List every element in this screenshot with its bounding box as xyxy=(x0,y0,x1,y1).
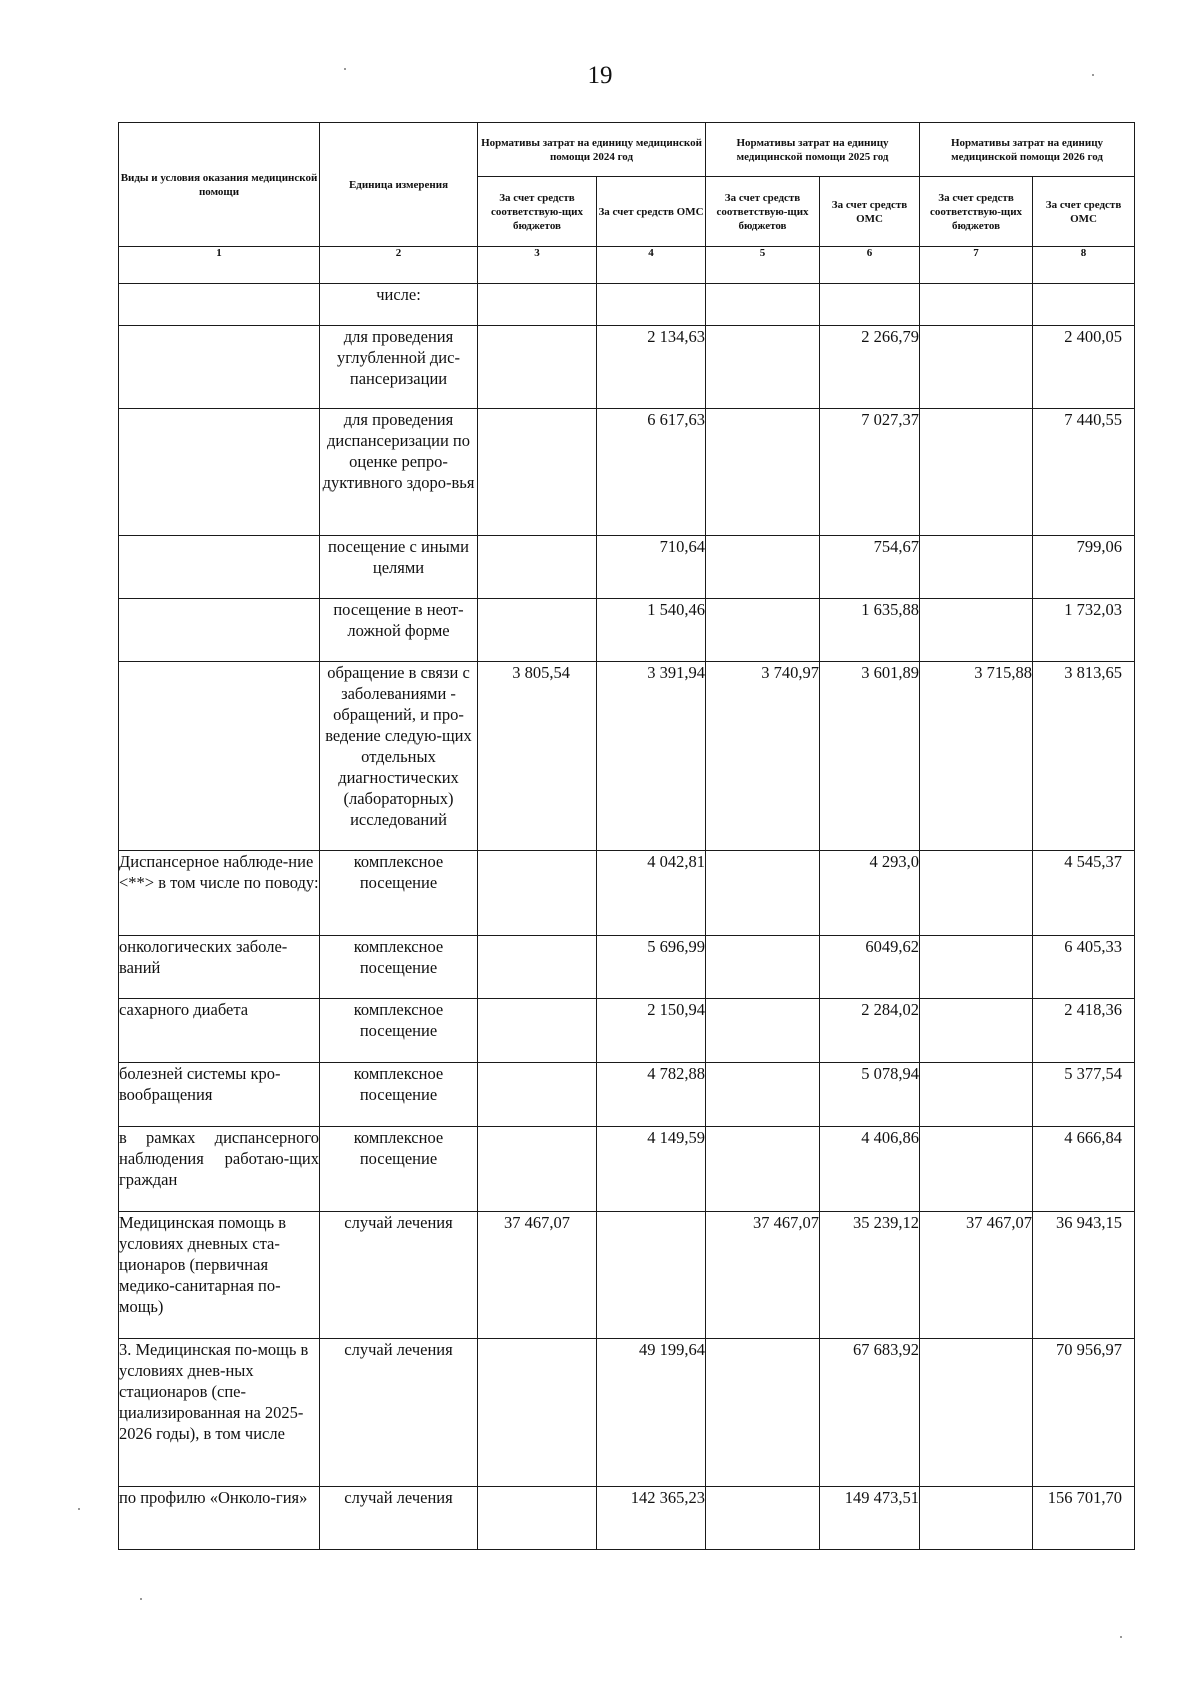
table-row xyxy=(119,1127,1135,1212)
header-oms-2025: За счет средств ОМС xyxy=(820,177,920,247)
oms-2026-cell: 4 666,84 xyxy=(1033,1127,1135,1212)
oms-2025-cell: 3 601,89 xyxy=(820,662,920,851)
oms-2026-cell: 6 405,33 xyxy=(1033,936,1135,999)
unit-cell: случай лечения xyxy=(320,1487,478,1550)
column-number: 6 xyxy=(820,247,920,284)
care-type-cell: болезней системы кро-вообращения xyxy=(119,1063,320,1127)
budget-2026-cell xyxy=(920,936,1033,999)
budget-2024-cell xyxy=(478,284,597,326)
unit-cell: случай лечения xyxy=(320,1339,478,1487)
header-budget-2024: За счет средств соответствую-щих бюджетов xyxy=(478,177,597,247)
oms-2026-cell: 1 732,03 xyxy=(1033,599,1135,662)
budget-2024-cell xyxy=(478,326,597,409)
budget-2025-cell xyxy=(706,599,820,662)
oms-2024-cell xyxy=(597,284,706,326)
budget-2024-cell xyxy=(478,1487,597,1550)
budget-2026-cell xyxy=(920,536,1033,599)
header-budget-2025: За счет средств соответствую-щих бюджетов xyxy=(706,177,820,247)
care-type-cell xyxy=(119,326,320,409)
table-row xyxy=(119,662,1135,851)
column-number-row xyxy=(119,247,1135,284)
budget-2025-cell xyxy=(706,1339,820,1487)
unit-cell: обращение в связи с заболеваниями - обращений, и про-ведение следую-щих отдельных диагностических (лабораторных) исследований xyxy=(320,662,478,851)
budget-2024-cell: 3 805,54 xyxy=(478,662,597,851)
column-number: 7 xyxy=(920,247,1033,284)
oms-2024-cell: 710,64 xyxy=(597,536,706,599)
oms-2024-cell xyxy=(597,1212,706,1339)
unit-cell: для проведения диспансеризации по оценке репро-дуктивного здоро-вья xyxy=(320,409,478,536)
care-type-cell xyxy=(119,409,320,536)
table-row xyxy=(119,284,1135,326)
care-type-cell: 3. Медицинская по-мощь в условиях днев-ных стационаров (спе-циализированная на 2025-2026 годы), в том числе xyxy=(119,1339,320,1487)
table-row xyxy=(119,599,1135,662)
budget-2025-cell xyxy=(706,326,820,409)
budget-2026-cell xyxy=(920,1063,1033,1127)
scan-speck xyxy=(140,1598,142,1600)
scan-speck xyxy=(78,1508,80,1510)
budget-2026-cell xyxy=(920,284,1033,326)
oms-2025-cell: 5 078,94 xyxy=(820,1063,920,1127)
header-budget-2026: За счет средств соответствую-щих бюджетов xyxy=(920,177,1033,247)
oms-2024-cell: 5 696,99 xyxy=(597,936,706,999)
budget-2024-cell xyxy=(478,999,597,1063)
cost-norms-table xyxy=(118,122,1135,1550)
oms-2024-cell: 6 617,63 xyxy=(597,409,706,536)
column-number: 8 xyxy=(1033,247,1135,284)
budget-2025-cell xyxy=(706,409,820,536)
unit-cell: комплексное посещение xyxy=(320,851,478,936)
header-group-2024: Нормативы затрат на единицу медицинской помощи 2024 год xyxy=(478,123,706,177)
unit-cell: посещение с иными целями xyxy=(320,536,478,599)
budget-2026-cell xyxy=(920,999,1033,1063)
header-row-groups xyxy=(119,123,1135,177)
oms-2025-cell: 4 293,0 xyxy=(820,851,920,936)
budget-2024-cell xyxy=(478,936,597,999)
budget-2025-cell xyxy=(706,1127,820,1212)
budget-2026-cell xyxy=(920,409,1033,536)
header-group-2026: Нормативы затрат на единицу медицинской помощи 2026 год xyxy=(920,123,1135,177)
oms-2024-cell: 2 134,63 xyxy=(597,326,706,409)
care-type-cell: сахарного диабета xyxy=(119,999,320,1063)
oms-2024-cell: 49 199,64 xyxy=(597,1339,706,1487)
care-type-cell: Медицинская помощь в условиях дневных ста-ционаров (первичная медико-санитарная по-мощь) xyxy=(119,1212,320,1339)
oms-2024-cell: 142 365,23 xyxy=(597,1487,706,1550)
header-care-type: Виды и условия оказания медицинской помощи xyxy=(119,123,320,247)
table-row xyxy=(119,851,1135,936)
budget-2025-cell: 37 467,07 xyxy=(706,1212,820,1339)
unit-cell: комплексное посещение xyxy=(320,936,478,999)
unit-cell: числе: xyxy=(320,284,478,326)
care-type-cell: онкологических заболе-ваний xyxy=(119,936,320,999)
budget-2025-cell xyxy=(706,536,820,599)
column-number: 3 xyxy=(478,247,597,284)
oms-2025-cell: 67 683,92 xyxy=(820,1339,920,1487)
header-group-2025: Нормативы затрат на единицу медицинской помощи 2025 год xyxy=(706,123,920,177)
header-oms-2024: За счет средств ОМС xyxy=(597,177,706,247)
oms-2025-cell: 149 473,51 xyxy=(820,1487,920,1550)
care-type-cell: по профилю «Онколо-гия» xyxy=(119,1487,320,1550)
table-row xyxy=(119,326,1135,409)
budget-2025-cell xyxy=(706,1487,820,1550)
table-row xyxy=(119,1339,1135,1487)
budget-2026-cell xyxy=(920,1339,1033,1487)
oms-2026-cell: 4 545,37 xyxy=(1033,851,1135,936)
oms-2026-cell: 36 943,15 xyxy=(1033,1212,1135,1339)
oms-2024-cell: 2 150,94 xyxy=(597,999,706,1063)
budget-2025-cell: 3 740,97 xyxy=(706,662,820,851)
budget-2024-cell xyxy=(478,1339,597,1487)
care-type-cell xyxy=(119,284,320,326)
oms-2026-cell: 7 440,55 xyxy=(1033,409,1135,536)
oms-2024-cell: 4 149,59 xyxy=(597,1127,706,1212)
oms-2024-cell: 4 782,88 xyxy=(597,1063,706,1127)
care-type-cell xyxy=(119,662,320,851)
column-number: 5 xyxy=(706,247,820,284)
oms-2025-cell: 2 284,02 xyxy=(820,999,920,1063)
table-row xyxy=(119,536,1135,599)
budget-2024-cell: 37 467,07 xyxy=(478,1212,597,1339)
header-oms-2026: За счет средств ОМС xyxy=(1033,177,1135,247)
budget-2024-cell xyxy=(478,409,597,536)
table-row xyxy=(119,1487,1135,1550)
oms-2026-cell xyxy=(1033,284,1135,326)
oms-2026-cell: 2 400,05 xyxy=(1033,326,1135,409)
unit-cell: случай лечения xyxy=(320,1212,478,1339)
budget-2026-cell xyxy=(920,326,1033,409)
table-row xyxy=(119,936,1135,999)
unit-cell: комплексное посещение xyxy=(320,1063,478,1127)
oms-2024-cell: 1 540,46 xyxy=(597,599,706,662)
oms-2025-cell: 4 406,86 xyxy=(820,1127,920,1212)
budget-2024-cell xyxy=(478,536,597,599)
oms-2026-cell: 799,06 xyxy=(1033,536,1135,599)
unit-cell: комплексное посещение xyxy=(320,999,478,1063)
oms-2024-cell: 4 042,81 xyxy=(597,851,706,936)
table-row xyxy=(119,1063,1135,1127)
column-number: 4 xyxy=(597,247,706,284)
budget-2024-cell xyxy=(478,1063,597,1127)
budget-2024-cell xyxy=(478,599,597,662)
oms-2026-cell: 5 377,54 xyxy=(1033,1063,1135,1127)
budget-2024-cell xyxy=(478,1127,597,1212)
oms-2025-cell: 35 239,12 xyxy=(820,1212,920,1339)
budget-2025-cell xyxy=(706,284,820,326)
scan-speck xyxy=(1092,74,1094,76)
column-number: 1 xyxy=(119,247,320,284)
care-type-cell: в рамках диспансерного наблюдения работаю-щих граждан xyxy=(119,1127,320,1212)
oms-2024-cell: 3 391,94 xyxy=(597,662,706,851)
scan-speck xyxy=(344,68,346,70)
budget-2025-cell xyxy=(706,999,820,1063)
oms-2025-cell: 7 027,37 xyxy=(820,409,920,536)
budget-2026-cell xyxy=(920,1127,1033,1212)
care-type-cell xyxy=(119,536,320,599)
header-unit: Единица измерения xyxy=(320,123,478,247)
budget-2026-cell xyxy=(920,851,1033,936)
budget-2026-cell xyxy=(920,1487,1033,1550)
unit-cell: посещение в неот-ложной форме xyxy=(320,599,478,662)
oms-2025-cell xyxy=(820,284,920,326)
oms-2025-cell: 2 266,79 xyxy=(820,326,920,409)
oms-2026-cell: 156 701,70 xyxy=(1033,1487,1135,1550)
page-number: 19 xyxy=(587,62,613,89)
scan-speck xyxy=(1120,1636,1122,1638)
care-type-cell: Диспансерное наблюде-ние <**> в том числе по поводу: xyxy=(119,851,320,936)
oms-2025-cell: 1 635,88 xyxy=(820,599,920,662)
oms-2026-cell: 70 956,97 xyxy=(1033,1339,1135,1487)
budget-2026-cell xyxy=(920,599,1033,662)
oms-2025-cell: 754,67 xyxy=(820,536,920,599)
oms-2026-cell: 3 813,65 xyxy=(1033,662,1135,851)
unit-cell: комплексное посещение xyxy=(320,1127,478,1212)
budget-2026-cell: 3 715,88 xyxy=(920,662,1033,851)
unit-cell: для проведения углубленной дис-пансеризации xyxy=(320,326,478,409)
column-number: 2 xyxy=(320,247,478,284)
budget-2026-cell: 37 467,07 xyxy=(920,1212,1033,1339)
oms-2025-cell: 6049,62 xyxy=(820,936,920,999)
oms-2026-cell: 2 418,36 xyxy=(1033,999,1135,1063)
budget-2025-cell xyxy=(706,851,820,936)
table-row xyxy=(119,1212,1135,1339)
budget-2025-cell xyxy=(706,1063,820,1127)
budget-2024-cell xyxy=(478,851,597,936)
table-row xyxy=(119,409,1135,536)
care-type-cell xyxy=(119,599,320,662)
budget-2025-cell xyxy=(706,936,820,999)
table-row xyxy=(119,999,1135,1063)
